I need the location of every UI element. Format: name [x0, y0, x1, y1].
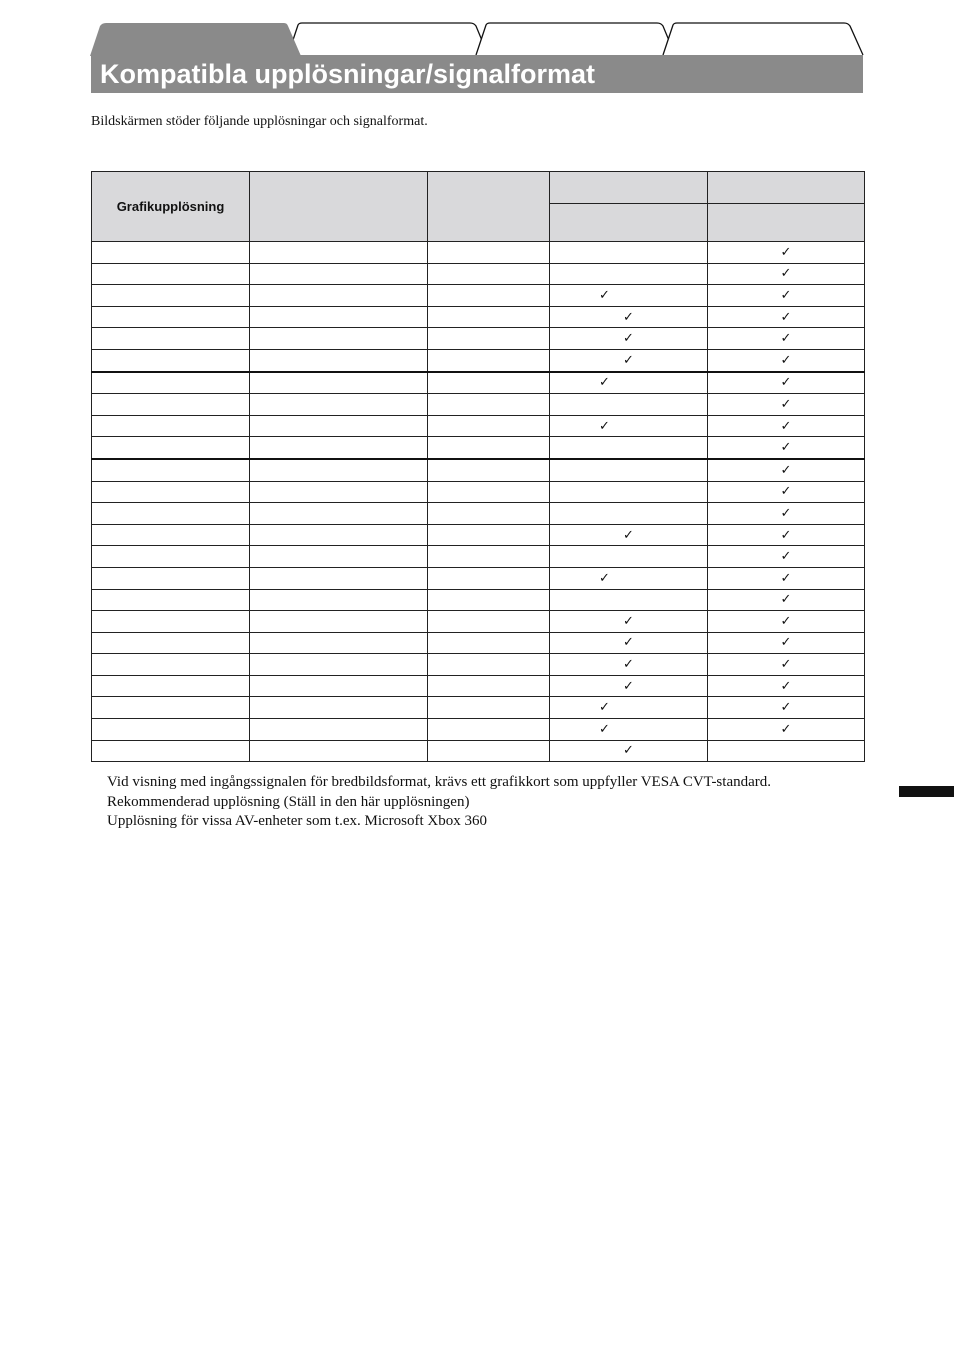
table-cell: [550, 697, 708, 719]
checkmark-icon: ✓: [599, 418, 610, 434]
table-cell: [708, 328, 865, 350]
table-cell: [428, 654, 550, 676]
checkmark-icon: ✓: [780, 678, 792, 694]
subheader-col-4: [550, 204, 708, 242]
checkmark-icon: ✓: [780, 700, 792, 716]
subheader-col-5: [708, 204, 865, 242]
table-cell: [428, 349, 550, 371]
header-col-2: [250, 172, 428, 242]
page-edge-marker: [899, 786, 954, 797]
table-cell: [708, 675, 865, 697]
table-cell: [550, 524, 708, 546]
table-cell: [428, 459, 550, 481]
table-cell: [708, 740, 865, 762]
table-cell: [428, 285, 550, 307]
table-row: [92, 697, 865, 719]
checkmark-icon: ✓: [780, 721, 792, 737]
table-cell: [250, 481, 428, 503]
table-cell: [550, 632, 708, 654]
table-row: [92, 524, 865, 546]
table-cell: [550, 546, 708, 568]
footnote-av-devices: Upplösning för vissa AV-enheter som t.ex. Microsoft Xbox 360: [107, 813, 487, 830]
table-cell: [550, 503, 708, 525]
table-cell: [250, 415, 428, 437]
table-cell: [708, 654, 865, 676]
table-row: [92, 589, 865, 611]
table-cell: [708, 611, 865, 633]
table-cell: [708, 546, 865, 568]
table-cell: [92, 740, 250, 762]
table-row: [92, 328, 865, 350]
table-cell: [92, 372, 250, 394]
table-cell: [550, 719, 708, 741]
table-cell: [428, 415, 550, 437]
checkmark-icon: ✓: [780, 570, 792, 586]
checkmark-icon: ✓: [599, 700, 610, 716]
table-cell: [428, 328, 550, 350]
footnote-widescreen: Vid visning med ingångssignalen för bredbildsformat, krävs ett grafikkort som uppfyller VESA CVT-standard.: [107, 774, 771, 790]
table-cell: [708, 349, 865, 371]
table-cell: [550, 740, 708, 762]
table-row: [92, 567, 865, 589]
table-cell: [92, 328, 250, 350]
checkmark-icon: ✓: [780, 613, 792, 629]
table-cell: [550, 349, 708, 371]
table-cell: [250, 372, 428, 394]
checkmark-icon: ✓: [780, 266, 792, 282]
table-cell: [550, 263, 708, 285]
checkmark-icon: ✓: [780, 527, 792, 543]
table-cell: [708, 372, 865, 394]
table-row: [92, 740, 865, 762]
tab-shapes: [90, 22, 864, 56]
table-cell: [428, 632, 550, 654]
table-cell: [708, 589, 865, 611]
table-cell: [250, 611, 428, 633]
header-col-4: [550, 172, 708, 204]
table-cell: [250, 328, 428, 350]
checkmark-icon: ✓: [599, 375, 610, 391]
table-cell: [428, 740, 550, 762]
title-bar: [91, 55, 863, 93]
table-cell: [92, 481, 250, 503]
table-cell: [708, 459, 865, 481]
table-row: [92, 632, 865, 654]
table-cell: [428, 503, 550, 525]
table-cell: [428, 437, 550, 459]
table-cell: [708, 524, 865, 546]
table-cell: [92, 589, 250, 611]
table-cell: [250, 503, 428, 525]
checkmark-icon: ✓: [780, 331, 792, 347]
table-body: [92, 242, 865, 762]
checkmark-icon: ✓: [780, 505, 792, 521]
checkmark-icon: ✓: [623, 309, 634, 325]
table-cell: [428, 697, 550, 719]
table-cell: [708, 242, 865, 264]
table-cell: [428, 394, 550, 416]
table-cell: [708, 697, 865, 719]
table-row: [92, 285, 865, 307]
table-cell: [250, 632, 428, 654]
checkmark-icon: ✓: [780, 635, 792, 651]
table-cell: [250, 437, 428, 459]
table-cell: [250, 349, 428, 371]
table-cell: [708, 481, 865, 503]
checkmark-icon: ✓: [780, 592, 792, 608]
table-cell: [250, 719, 428, 741]
table-cell: [92, 524, 250, 546]
table-row: [92, 263, 865, 285]
table-cell: [250, 263, 428, 285]
checkmark-icon: ✓: [623, 613, 634, 629]
table-cell: [250, 740, 428, 762]
table-cell: [250, 567, 428, 589]
table-cell: [550, 459, 708, 481]
checkmark-icon: ✓: [780, 244, 792, 260]
table-cell: [550, 328, 708, 350]
section-tabs: [90, 22, 864, 56]
table-cell: [250, 306, 428, 328]
table-cell: [708, 437, 865, 459]
checkmark-icon: ✓: [780, 418, 792, 434]
table-cell: [428, 719, 550, 741]
table-cell: [250, 546, 428, 568]
table-cell: [428, 372, 550, 394]
table-cell: [708, 306, 865, 328]
table-row: [92, 546, 865, 568]
table-cell: [550, 306, 708, 328]
table-cell: [550, 415, 708, 437]
table-cell: [550, 285, 708, 307]
checkmark-icon: ✓: [780, 484, 792, 500]
tab-4: [663, 23, 863, 55]
table-cell: [428, 242, 550, 264]
table-cell: [92, 263, 250, 285]
table-cell: [92, 242, 250, 264]
table-cell: [250, 654, 428, 676]
table-cell: [250, 675, 428, 697]
table-row: [92, 306, 865, 328]
checkmark-icon: ✓: [623, 635, 634, 651]
table-cell: [250, 394, 428, 416]
table-row: [92, 394, 865, 416]
table-cell: [550, 394, 708, 416]
page-title: Kompatibla upplösningar/signalformat: [100, 59, 596, 89]
tab-3: [476, 23, 675, 55]
table-cell: [92, 675, 250, 697]
table-cell: [250, 524, 428, 546]
table-cell: [428, 524, 550, 546]
checkmark-icon: ✓: [623, 331, 634, 347]
checkmark-icon: ✓: [780, 352, 792, 368]
table-cell: [708, 285, 865, 307]
table-cell: [250, 697, 428, 719]
header-col-3: [428, 172, 550, 242]
table-cell: [550, 675, 708, 697]
table-cell: [550, 372, 708, 394]
table-cell: [250, 589, 428, 611]
checkmark-icon: ✓: [780, 657, 792, 673]
table-cell: [428, 675, 550, 697]
table-row: [92, 719, 865, 741]
table-cell: [428, 611, 550, 633]
checkmark-icon: ✓: [623, 743, 634, 759]
table-cell: [92, 719, 250, 741]
resolution-table: [91, 171, 865, 762]
table-cell: [550, 437, 708, 459]
table-cell: [92, 285, 250, 307]
table-cell: [428, 567, 550, 589]
table-row: [92, 415, 865, 437]
footnotes: [107, 773, 771, 832]
checkmark-icon: ✓: [623, 527, 634, 543]
table-cell: [92, 415, 250, 437]
table-cell: [708, 394, 865, 416]
intro-text: Bildskärmen stöder följande upplösningar och signalformat.: [91, 114, 428, 129]
checkmark-icon: ✓: [623, 678, 634, 694]
checkmark-icon: ✓: [623, 657, 634, 673]
table-cell: [550, 481, 708, 503]
header-col-5: [708, 172, 865, 204]
table-cell: [92, 697, 250, 719]
footnote-recommended: Rekommenderad upplösning (Ställ in den här upplösningen): [107, 793, 470, 810]
table-row: [92, 675, 865, 697]
table-cell: [92, 654, 250, 676]
table-cell: [92, 349, 250, 371]
table-cell: [550, 611, 708, 633]
table-cell: [708, 632, 865, 654]
table-cell: [428, 263, 550, 285]
table-cell: [92, 546, 250, 568]
table-cell: [428, 306, 550, 328]
checkmark-icon: ✓: [780, 440, 792, 456]
table-cell: [92, 437, 250, 459]
table-cell: [550, 654, 708, 676]
table-cell: [250, 459, 428, 481]
table-cell: [92, 394, 250, 416]
table-cell: [92, 459, 250, 481]
tab-2: [288, 23, 488, 55]
table-cell: [428, 481, 550, 503]
table-row: [92, 481, 865, 503]
checkmark-icon: ✓: [599, 287, 610, 303]
checkmark-icon: ✓: [780, 462, 792, 478]
table-row: [92, 242, 865, 264]
table-cell: [708, 567, 865, 589]
table-cell: [708, 503, 865, 525]
table-cell: [550, 242, 708, 264]
table-row: [92, 437, 865, 459]
table-cell: [92, 503, 250, 525]
checkmark-icon: ✓: [780, 309, 792, 325]
table-cell: [708, 415, 865, 437]
table-row: [92, 503, 865, 525]
table-cell: [550, 567, 708, 589]
checkmark-icon: ✓: [780, 287, 792, 303]
checkmark-icon: ✓: [599, 570, 610, 586]
header-resolution: Grafikupplösning: [92, 172, 250, 242]
table-row: [92, 459, 865, 481]
checkmark-icon: ✓: [599, 721, 610, 737]
table-cell: [250, 242, 428, 264]
table-cell: [708, 263, 865, 285]
tab-1-active: [90, 23, 301, 56]
table-cell: [92, 611, 250, 633]
table-cell: [708, 719, 865, 741]
table-cell: [92, 567, 250, 589]
table-row: [92, 372, 865, 394]
table-cell: [550, 589, 708, 611]
table-row: [92, 349, 865, 371]
checkmark-icon: ✓: [623, 352, 634, 368]
checkmark-icon: ✓: [780, 549, 792, 565]
table-cell: [92, 632, 250, 654]
table-cell: [428, 546, 550, 568]
table-row: [92, 611, 865, 633]
table-cell: [428, 589, 550, 611]
table-row: [92, 654, 865, 676]
checkmark-icon: ✓: [780, 375, 792, 391]
checkmark-icon: ✓: [780, 396, 792, 412]
table-cell: [92, 306, 250, 328]
table-cell: [250, 285, 428, 307]
